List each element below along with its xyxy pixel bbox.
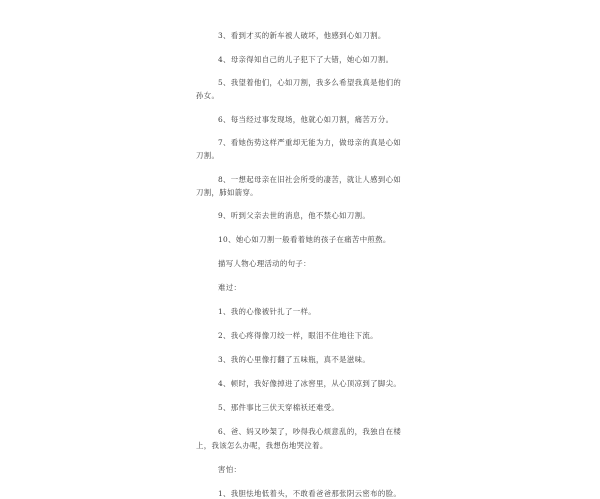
list-item: 1、我胆怯地低着头，不敢看爸爸那张阴云密布的脸。 <box>218 488 402 498</box>
sad-label: 难过： <box>218 282 242 292</box>
list-item: 2、我心疼得像刀绞一样，眼泪不住地往下流。 <box>218 330 378 340</box>
text-line: 7、看她伤势这样严重却无能为力，做母亲的真是心如 <box>218 138 402 147</box>
text-line: 5、我望着他们，心如刀割，我多么希望我真是他们的 <box>218 78 402 87</box>
fear-label: 害怕： <box>218 464 242 474</box>
text-line: 孙女。 <box>196 91 220 100</box>
text-line: 4、母亲得知自己的儿子犯下了大错，她心如刀割。 <box>218 54 394 64</box>
text-line: 刀割，肺如箭穿。 <box>196 187 258 197</box>
text-line: 3、看到才买的新车被人破坏，他感到心如刀割。 <box>218 31 386 40</box>
list-item: 4、顿时，我好像掉进了冰窖里，从心顶凉到了脚尖。 <box>218 378 402 388</box>
list-item: 5、那件事比三伏天穿棉袄还难受。 <box>218 402 340 412</box>
section-heading: 描写人物心理活动的句子： <box>218 258 311 268</box>
list-item: 6、爸、妈又吵架了，吵得我心烦意乱的，我独自在楼 <box>218 426 402 436</box>
text-line: 刀割。 <box>196 151 220 160</box>
text-line: 8、一想起母亲在旧社会所受的凄苦，就让人感到心如 <box>218 174 402 184</box>
document-page <box>196 30 408 499</box>
text-line: 6、每当经过事发现场，他就心如刀割，痛苦万分。 <box>218 114 394 124</box>
text-line: 上，我该怎么办呢，我想伤地哭泣着。 <box>196 440 328 450</box>
list-item: 1、我的心像被针扎了一样。 <box>218 306 316 316</box>
list-item: 3、我的心里像打翻了五味瓶，真不是滋味。 <box>218 354 371 364</box>
text-line: 10、她心如刀割一般看着她的孩子在痛苦中煎熬。 <box>218 234 391 244</box>
text-line: 9、听到父亲去世的消息，他不禁心如刀割。 <box>218 211 371 220</box>
